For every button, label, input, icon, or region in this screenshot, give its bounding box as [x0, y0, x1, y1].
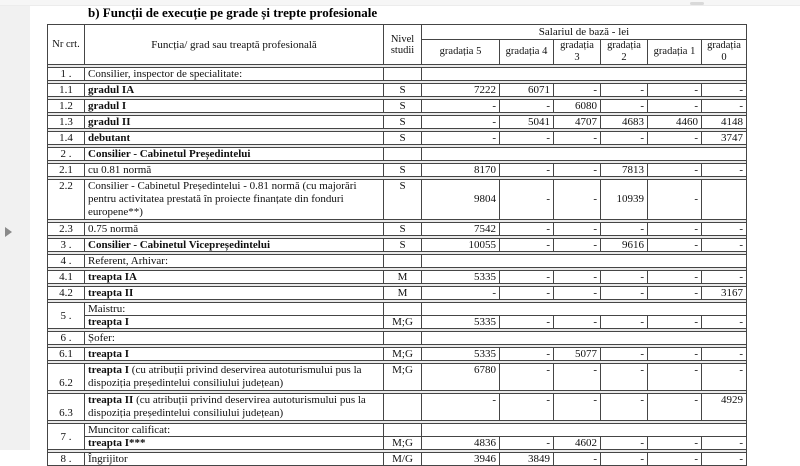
function-label-bold: gradul II [88, 116, 131, 128]
table-row [48, 394, 747, 421]
value-cell-gradatia-0: - [702, 316, 747, 329]
row-number-cell: 3 . [48, 239, 85, 252]
row-number-cell: 7 . [48, 424, 85, 450]
value-cell-gradatia-2: 4683 [601, 116, 648, 129]
value-cell-gradatia-0: - [702, 84, 747, 97]
level-cell: M;G [384, 316, 422, 329]
row-number-cell: 8 . [48, 453, 85, 466]
table-row [48, 453, 747, 466]
value-cell-gradatia-2: - [601, 100, 648, 113]
value-cell-gradatia-5: 6780 [422, 364, 500, 391]
value-cell-gradatia-5: 4836 [422, 437, 500, 450]
row-number-cell: 4.1 [48, 271, 85, 284]
function-cell: Maistru: [85, 303, 384, 316]
level-cell [384, 68, 422, 81]
level-cell [384, 148, 422, 161]
value-cell-gradatia-0 [702, 180, 747, 220]
value-cell-gradatia-4: - [500, 239, 554, 252]
value-cell-gradatia-2: - [601, 271, 648, 284]
value-cell-gradatia-0: - [702, 100, 747, 113]
value-cell-gradatia-4: - [500, 348, 554, 361]
value-cell-gradatia-0: - [702, 437, 747, 450]
function-cell [85, 100, 384, 113]
function-cell [85, 84, 384, 97]
header-gradatia-0: gradația 0 [702, 40, 747, 65]
value-cell-gradatia-3: - [554, 132, 601, 145]
function-label-bold: gradul I [88, 100, 127, 112]
value-cell-gradatia-5: - [422, 394, 500, 421]
salary-table-container [47, 24, 747, 466]
row-number-cell: 6 . [48, 332, 85, 345]
function-label-bold: treapta I [88, 364, 130, 376]
value-cell-gradatia-5: 8170 [422, 164, 500, 177]
level-cell: S [384, 84, 422, 97]
row-number-cell: 2.2 [48, 180, 85, 220]
function-label-bold: treapta I*** [88, 437, 146, 449]
table-row [48, 348, 747, 361]
table-row [48, 316, 747, 329]
value-cell-gradatia-2: 10939 [601, 180, 648, 220]
value-cell-gradatia-5: 5335 [422, 271, 500, 284]
table-row [48, 68, 747, 81]
value-cell-gradatia-3: - [554, 453, 601, 466]
value-cell-gradatia-5: - [422, 100, 500, 113]
value-cell-gradatia-5: 5335 [422, 316, 500, 329]
value-cell-gradatia-4: - [500, 164, 554, 177]
header-functie: Funcția/ grad sau treaptă profesională [85, 25, 384, 65]
value-cell-gradatia-4: - [500, 287, 554, 300]
row-number-cell: 1.3 [48, 116, 85, 129]
value-cell-gradatia-4: - [500, 271, 554, 284]
function-cell: Consilier, inspector de specialitate: [85, 68, 384, 81]
function-cell [85, 239, 384, 252]
value-cell-gradatia-4: 6071 [500, 84, 554, 97]
page-title: b) Funcții de execuție pe grade și trepte profesionale [88, 5, 378, 20]
value-cell-gradatia-0: - [702, 364, 747, 391]
function-cell: Șofer: [85, 332, 384, 345]
table-row [48, 364, 747, 391]
value-cell-gradatia-1: 4460 [648, 116, 702, 129]
level-cell: S [384, 100, 422, 113]
level-cell: S [384, 164, 422, 177]
value-cell-gradatia-2: - [601, 316, 648, 329]
table-row [48, 271, 747, 284]
value-cell-gradatia-1: - [648, 132, 702, 145]
function-label-bold: gradul IA [88, 84, 135, 96]
value-cell-gradatia-1: - [648, 180, 702, 220]
value-cell-gradatia-2: - [601, 287, 648, 300]
row-number-cell: 1.1 [48, 84, 85, 97]
value-cell-gradatia-4: 3849 [500, 453, 554, 466]
value-cell-gradatia-4: - [500, 394, 554, 421]
salary-table [47, 24, 747, 466]
value-cell-gradatia-5: 7542 [422, 223, 500, 236]
function-label-bold: Consilier - Cabinetul Vicepreședintelui [88, 239, 271, 251]
value-cell-gradatia-1: - [648, 239, 702, 252]
table-row [48, 287, 747, 300]
row-number-cell: 2 . [48, 148, 85, 161]
value-cell-gradatia-4: 5041 [500, 116, 554, 129]
function-cell [85, 116, 384, 129]
table-row [48, 180, 747, 220]
value-cell-gradatia-1: - [648, 316, 702, 329]
level-cell: M;G [384, 348, 422, 361]
function-label-bold: treapta II [88, 394, 134, 406]
function-cell: 0.75 normă [85, 223, 384, 236]
row-number-cell: 6.2 [48, 364, 85, 391]
value-cell-gradatia-2: 7813 [601, 164, 648, 177]
value-cell-gradatia-0: - [702, 271, 747, 284]
value-cell-gradatia-1: - [648, 364, 702, 391]
level-cell [384, 424, 422, 437]
value-cell-gradatia-3: 6080 [554, 100, 601, 113]
value-cell-gradatia-0: 4148 [702, 116, 747, 129]
value-cell-gradatia-4: - [500, 316, 554, 329]
row-number-cell: 6.3 [48, 394, 85, 421]
value-cell-gradatia-0: 4929 [702, 394, 747, 421]
value-cell-gradatia-3: 4707 [554, 116, 601, 129]
value-cell-gradatia-0: - [702, 164, 747, 177]
value-cell-gradatia-0: - [702, 348, 747, 361]
value-cell-gradatia-3: - [554, 239, 601, 252]
level-cell [384, 394, 422, 421]
value-cell-gradatia-1: - [648, 437, 702, 450]
header-gradatia-1: gradația 1 [648, 40, 702, 65]
table-row [48, 303, 747, 316]
value-cell-gradatia-5: 9804 [422, 180, 500, 220]
value-cell-gradatia-5: 3946 [422, 453, 500, 466]
value-cell-gradatia-3: - [554, 84, 601, 97]
value-cell-gradatia-5: - [422, 132, 500, 145]
table-row [48, 239, 747, 252]
value-cell-gradatia-2: - [601, 437, 648, 450]
table-row [48, 132, 747, 145]
table-row [48, 223, 747, 236]
value-cell-gradatia-3: 5077 [554, 348, 601, 361]
function-cell [85, 148, 384, 161]
merged-empty-cell [422, 303, 747, 316]
function-label-bold: treapta II [88, 287, 134, 299]
function-label-bold: treapta I [88, 348, 130, 360]
value-cell-gradatia-1: - [648, 100, 702, 113]
level-cell: M [384, 271, 422, 284]
function-label-bold: treapta IA [88, 271, 137, 283]
function-cell: Consilier - Cabinetul Președintelui - 0.81 normă (cu majorări pentru activitatea prestată în proiecte finanțate din fonduri europene**) [85, 180, 384, 220]
value-cell-gradatia-1: - [648, 394, 702, 421]
value-cell-gradatia-2: - [601, 132, 648, 145]
viewer-sidebar [0, 6, 30, 450]
level-cell: M;G [384, 437, 422, 450]
function-cell: Îngrijitor [85, 453, 384, 466]
merged-empty-cell [422, 332, 747, 345]
function-cell: Muncitor calificat: [85, 424, 384, 437]
row-number-cell: 1.4 [48, 132, 85, 145]
row-number-cell: 1.2 [48, 100, 85, 113]
value-cell-gradatia-4: - [500, 132, 554, 145]
level-cell: S [384, 180, 422, 220]
header-nivel-studii: Nivel studii [384, 25, 422, 65]
function-label-bold: debutant [88, 132, 131, 144]
function-cell: Referent, Arhivar: [85, 255, 384, 268]
value-cell-gradatia-2: - [601, 84, 648, 97]
function-cell [85, 132, 384, 145]
value-cell-gradatia-2: - [601, 453, 648, 466]
value-cell-gradatia-5: - [422, 116, 500, 129]
function-cell: treapta I (cu atribuții privind deservirea autoturismului pus la dispoziția președintelui consiliului județean) [85, 364, 384, 391]
table-row [48, 148, 747, 161]
merged-empty-cell [422, 68, 747, 81]
table-row [48, 255, 747, 268]
function-cell [85, 271, 384, 284]
value-cell-gradatia-3: - [554, 287, 601, 300]
level-cell: M [384, 287, 422, 300]
value-cell-gradatia-1: - [648, 84, 702, 97]
table-row [48, 100, 747, 113]
level-cell: S [384, 116, 422, 129]
row-number-cell: 2.3 [48, 223, 85, 236]
table-row [48, 164, 747, 177]
value-cell-gradatia-4: - [500, 180, 554, 220]
value-cell-gradatia-1: - [648, 287, 702, 300]
function-cell [85, 316, 384, 329]
value-cell-gradatia-3: - [554, 223, 601, 236]
value-cell-gradatia-3: - [554, 364, 601, 391]
function-cell: cu 0.81 normă [85, 164, 384, 177]
value-cell-gradatia-5: - [422, 287, 500, 300]
table-row [48, 84, 747, 97]
value-cell-gradatia-1: - [648, 348, 702, 361]
row-number-cell: 4 . [48, 255, 85, 268]
level-cell [384, 332, 422, 345]
merged-empty-cell [422, 424, 747, 437]
row-number-cell: 4.2 [48, 287, 85, 300]
value-cell-gradatia-1: - [648, 223, 702, 236]
value-cell-gradatia-2: - [601, 394, 648, 421]
level-cell [384, 303, 422, 316]
row-number-cell: 5 . [48, 303, 85, 329]
table-row [48, 424, 747, 437]
function-label-bold: treapta I [88, 316, 130, 328]
value-cell-gradatia-2: - [601, 348, 648, 361]
window-handle-icon [690, 2, 704, 5]
level-cell: M;G [384, 364, 422, 391]
value-cell-gradatia-5: 7222 [422, 84, 500, 97]
level-cell: S [384, 223, 422, 236]
sidebar-expand-arrow-icon[interactable] [5, 227, 12, 237]
level-cell: M/G [384, 453, 422, 466]
value-cell-gradatia-2: 9616 [601, 239, 648, 252]
value-cell-gradatia-3: - [554, 180, 601, 220]
table-row [48, 437, 747, 450]
function-cell [85, 348, 384, 361]
value-cell-gradatia-0: 3747 [702, 132, 747, 145]
table-row [48, 332, 747, 345]
level-cell: S [384, 239, 422, 252]
table-row [48, 116, 747, 129]
row-number-cell: 1 . [48, 68, 85, 81]
value-cell-gradatia-0: - [702, 453, 747, 466]
table-header-row [48, 25, 747, 40]
level-cell [384, 255, 422, 268]
merged-empty-cell [422, 148, 747, 161]
header-salariu: Salariul de bază - lei [422, 25, 747, 40]
header-gradatia-5: gradația 5 [422, 40, 500, 65]
header-gradatia-3: gradația 3 [554, 40, 601, 65]
function-cell: treapta II (cu atribuții privind deservirea autoturismului pus la dispoziția președintelui consiliului județean) [85, 394, 384, 421]
value-cell-gradatia-0: - [702, 223, 747, 236]
row-number-cell: 6.1 [48, 348, 85, 361]
value-cell-gradatia-4: - [500, 364, 554, 391]
header-nr: Nr crt. [48, 25, 85, 65]
header-gradatia-2: gradația 2 [601, 40, 648, 65]
function-cell [85, 287, 384, 300]
value-cell-gradatia-1: - [648, 164, 702, 177]
value-cell-gradatia-3: 4602 [554, 437, 601, 450]
value-cell-gradatia-0: 3167 [702, 287, 747, 300]
merged-empty-cell [422, 255, 747, 268]
value-cell-gradatia-4: - [500, 223, 554, 236]
value-cell-gradatia-4: - [500, 437, 554, 450]
value-cell-gradatia-1: - [648, 453, 702, 466]
value-cell-gradatia-5: 10055 [422, 239, 500, 252]
value-cell-gradatia-4: - [500, 100, 554, 113]
value-cell-gradatia-3: - [554, 394, 601, 421]
row-number-cell: 2.1 [48, 164, 85, 177]
value-cell-gradatia-3: - [554, 316, 601, 329]
header-gradatia-4: gradația 4 [500, 40, 554, 65]
value-cell-gradatia-3: - [554, 164, 601, 177]
value-cell-gradatia-1: - [648, 271, 702, 284]
value-cell-gradatia-2: - [601, 223, 648, 236]
value-cell-gradatia-5: 5335 [422, 348, 500, 361]
level-cell: S [384, 132, 422, 145]
value-cell-gradatia-2: - [601, 364, 648, 391]
function-label-bold: Consilier - Cabinetul Președintelui [88, 148, 251, 160]
value-cell-gradatia-3: - [554, 271, 601, 284]
function-cell [85, 437, 384, 450]
value-cell-gradatia-0: - [702, 239, 747, 252]
